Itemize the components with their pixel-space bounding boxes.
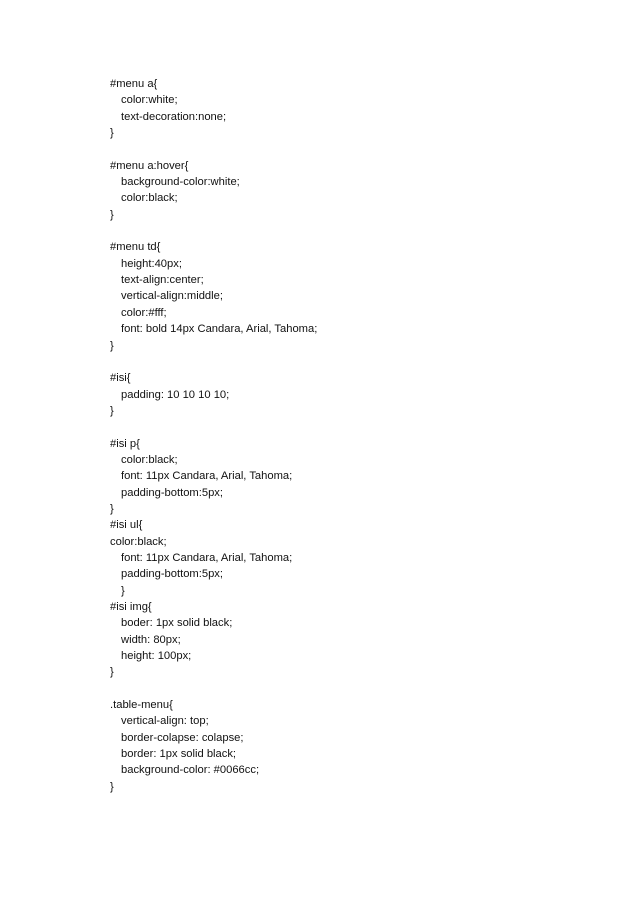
code-line: color:black;: [121, 453, 178, 466]
code-line: text-align:center;: [121, 274, 204, 287]
blank-line: [110, 354, 610, 370]
code-line: vertical-align:middle;: [121, 290, 223, 303]
code-line: color:white;: [121, 94, 178, 107]
code-line: padding-bottom:5px;: [121, 568, 223, 581]
code-line: font: 11px Candara, Arial, Tahoma;: [121, 551, 293, 564]
code-line: color:#fff;: [121, 306, 167, 319]
code-line: color:black;: [110, 535, 167, 548]
code-line: font: bold 14px Candara, Arial, Tahoma;: [121, 323, 318, 336]
code-line: background-color:white;: [121, 176, 240, 189]
code-line: }: [110, 502, 114, 515]
code-line: #menu a:hover{: [110, 159, 189, 172]
code-line: background-color: #0066cc;: [121, 764, 260, 777]
code-line: }: [110, 666, 114, 679]
document-body: [110, 76, 610, 795]
code-line: width: 80px;: [121, 633, 181, 646]
code-line: height: 100px;: [121, 650, 192, 663]
code-line: color:black;: [121, 192, 178, 205]
code-line: #menu td{: [110, 241, 161, 254]
blank-line: [110, 681, 610, 697]
code-line: }: [110, 208, 114, 221]
code-line: font: 11px Candara, Arial, Tahoma;: [121, 470, 293, 483]
code-line: .table-menu{: [110, 699, 173, 712]
blank-line: [110, 419, 610, 435]
code-line: text-decoration:none;: [121, 110, 227, 123]
code-line: border-colapse: colapse;: [121, 731, 244, 744]
code-line: }: [110, 127, 114, 140]
blank-line: [110, 223, 610, 239]
blank-line: [110, 141, 610, 157]
code-line: }: [110, 404, 114, 417]
code-line: }: [110, 339, 114, 352]
code-line: height:40px;: [121, 257, 182, 270]
code-line: vertical-align: top;: [121, 715, 209, 728]
code-line: #isi ul{: [110, 519, 143, 532]
code-line: #isi p{: [110, 437, 140, 450]
code-line: #menu a{: [110, 78, 158, 90]
code-line: padding-bottom:5px;: [121, 486, 223, 499]
code-line: }: [110, 780, 114, 793]
code-line: #isi{: [110, 372, 131, 385]
code-line: boder: 1px solid black;: [121, 617, 233, 630]
code-line: padding: 10 10 10 10;: [121, 388, 230, 401]
code-line: #isi img{: [110, 601, 152, 613]
code-line: }: [121, 584, 125, 597]
code-line: border: 1px solid black;: [121, 748, 237, 761]
